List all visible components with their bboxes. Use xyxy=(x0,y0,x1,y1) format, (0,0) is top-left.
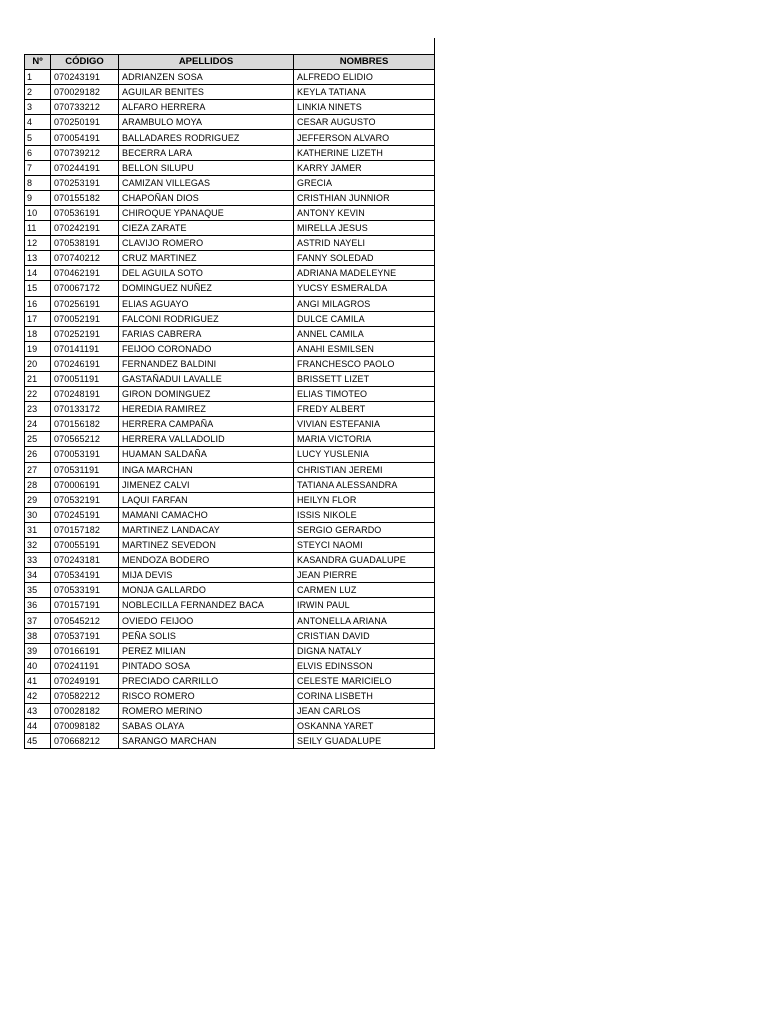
cell-number: 31 xyxy=(25,522,51,537)
table-row xyxy=(25,643,435,658)
cell-code: 070157191 xyxy=(51,598,119,613)
table-row xyxy=(25,70,435,85)
cell-names: GRECIA xyxy=(294,175,435,190)
cell-code: 070536191 xyxy=(51,205,119,220)
cell-code: 070155182 xyxy=(51,190,119,205)
table-row xyxy=(25,311,435,326)
cell-code: 070733212 xyxy=(51,100,119,115)
cell-surnames: SARANGO MARCHAN xyxy=(119,734,294,749)
table-row xyxy=(25,356,435,371)
cell-number: 34 xyxy=(25,568,51,583)
table-row xyxy=(25,553,435,568)
cell-surnames: CAMIZAN VILLEGAS xyxy=(119,175,294,190)
cell-surnames: CIEZA ZARATE xyxy=(119,221,294,236)
cell-surnames: FALCONI RODRIGUEZ xyxy=(119,311,294,326)
header-surnames: APELLIDOS xyxy=(119,55,294,70)
cell-number: 3 xyxy=(25,100,51,115)
cell-code: 070241191 xyxy=(51,658,119,673)
cell-names: HEILYN FLOR xyxy=(294,492,435,507)
cell-names: CRISTIAN DAVID xyxy=(294,628,435,643)
cell-code: 070246191 xyxy=(51,356,119,371)
cell-number: 44 xyxy=(25,719,51,734)
cell-number: 33 xyxy=(25,553,51,568)
cell-names: BRISSETT LIZET xyxy=(294,371,435,386)
cell-surnames: ALFARO HERRERA xyxy=(119,100,294,115)
cell-names: JEAN CARLOS xyxy=(294,704,435,719)
cell-surnames: FEIJOO CORONADO xyxy=(119,341,294,356)
table-row xyxy=(25,341,435,356)
cell-code: 070166191 xyxy=(51,643,119,658)
cell-code: 070739212 xyxy=(51,145,119,160)
cell-surnames: OVIEDO FEIJOO xyxy=(119,613,294,628)
table-row xyxy=(25,326,435,341)
cell-names: DIGNA NATALY xyxy=(294,643,435,658)
cell-surnames: MONJA GALLARDO xyxy=(119,583,294,598)
cell-code: 070244191 xyxy=(51,160,119,175)
cell-surnames: LAQUI FARFAN xyxy=(119,492,294,507)
header-number: Nº xyxy=(25,55,51,70)
table-row xyxy=(25,613,435,628)
table-row xyxy=(25,221,435,236)
cell-names: KATHERINE LIZETH xyxy=(294,145,435,160)
cell-names: ADRIANA MADELEYNE xyxy=(294,266,435,281)
cell-surnames: HERRERA VALLADOLID xyxy=(119,432,294,447)
cell-code: 070133172 xyxy=(51,402,119,417)
table-row xyxy=(25,734,435,749)
table-row xyxy=(25,100,435,115)
cell-surnames: MENDOZA BODERO xyxy=(119,553,294,568)
cell-surnames: NOBLECILLA FERNANDEZ BACA xyxy=(119,598,294,613)
cell-names: JEAN PIERRE xyxy=(294,568,435,583)
table-row xyxy=(25,598,435,613)
table-body xyxy=(25,70,435,749)
cell-number: 27 xyxy=(25,462,51,477)
cell-number: 1 xyxy=(25,70,51,85)
cell-number: 19 xyxy=(25,341,51,356)
cell-number: 35 xyxy=(25,583,51,598)
cell-number: 43 xyxy=(25,704,51,719)
cell-names: LUCY YUSLENIA xyxy=(294,447,435,462)
cell-names: CRISTHIAN JUNNIOR xyxy=(294,190,435,205)
cell-code: 070532191 xyxy=(51,492,119,507)
cell-surnames: CHAPOÑAN DIOS xyxy=(119,190,294,205)
cell-code: 070055191 xyxy=(51,538,119,553)
cell-code: 070252191 xyxy=(51,326,119,341)
cell-code: 070067172 xyxy=(51,281,119,296)
cell-surnames: BECERRA LARA xyxy=(119,145,294,160)
cell-number: 39 xyxy=(25,643,51,658)
cell-surnames: HEREDIA RAMIREZ xyxy=(119,402,294,417)
cell-surnames: BALLADARES RODRIGUEZ xyxy=(119,130,294,145)
cell-number: 17 xyxy=(25,311,51,326)
cell-names: ASTRID NAYELI xyxy=(294,236,435,251)
cell-surnames: AGUILAR BENITES xyxy=(119,85,294,100)
cell-names: SEILY GUADALUPE xyxy=(294,734,435,749)
cell-names: MARIA VICTORIA xyxy=(294,432,435,447)
cell-number: 20 xyxy=(25,356,51,371)
cell-names: DULCE CAMILA xyxy=(294,311,435,326)
cell-code: 070462191 xyxy=(51,266,119,281)
cell-code: 070248191 xyxy=(51,387,119,402)
table-row xyxy=(25,387,435,402)
cell-code: 070534191 xyxy=(51,568,119,583)
cell-number: 36 xyxy=(25,598,51,613)
cell-code: 070052191 xyxy=(51,311,119,326)
cell-number: 9 xyxy=(25,190,51,205)
cell-code: 070053191 xyxy=(51,447,119,462)
cell-names: ANNEL CAMILA xyxy=(294,326,435,341)
cell-number: 11 xyxy=(25,221,51,236)
table-row xyxy=(25,296,435,311)
table-row xyxy=(25,85,435,100)
header-names: NOMBRES xyxy=(294,55,435,70)
cell-names: YUCSY ESMERALDA xyxy=(294,281,435,296)
cell-names: ALFREDO ELIDIO xyxy=(294,70,435,85)
cell-number: 23 xyxy=(25,402,51,417)
cell-number: 29 xyxy=(25,492,51,507)
cell-number: 16 xyxy=(25,296,51,311)
cell-surnames: BELLON SILUPU xyxy=(119,160,294,175)
cell-code: 070250191 xyxy=(51,115,119,130)
table-row xyxy=(25,130,435,145)
cell-names: STEYCI NAOMI xyxy=(294,538,435,553)
table-row xyxy=(25,462,435,477)
cell-names: FRANCHESCO PAOLO xyxy=(294,356,435,371)
table-row xyxy=(25,704,435,719)
table-row xyxy=(25,673,435,688)
table-row xyxy=(25,477,435,492)
cell-number: 7 xyxy=(25,160,51,175)
student-roster-table xyxy=(24,54,435,749)
table-row xyxy=(25,522,435,537)
table-row xyxy=(25,432,435,447)
cell-code: 070243181 xyxy=(51,553,119,568)
cell-surnames: HERRERA CAMPAÑA xyxy=(119,417,294,432)
cell-number: 30 xyxy=(25,507,51,522)
cell-names: ELVIS EDINSSON xyxy=(294,658,435,673)
cell-surnames: PRECIADO CARRILLO xyxy=(119,673,294,688)
cell-surnames: FARIAS CABRERA xyxy=(119,326,294,341)
cell-number: 4 xyxy=(25,115,51,130)
cell-code: 070098182 xyxy=(51,719,119,734)
cell-code: 070245191 xyxy=(51,507,119,522)
table-row xyxy=(25,281,435,296)
table-row xyxy=(25,190,435,205)
cell-surnames: PEREZ MILIAN xyxy=(119,643,294,658)
cell-surnames: HUAMAN SALDAÑA xyxy=(119,447,294,462)
cell-names: CESAR AUGUSTO xyxy=(294,115,435,130)
cell-number: 40 xyxy=(25,658,51,673)
table-row xyxy=(25,568,435,583)
cell-surnames: INGA MARCHAN xyxy=(119,462,294,477)
table-row xyxy=(25,236,435,251)
cell-names: ANTONELLA ARIANA xyxy=(294,613,435,628)
cell-surnames: DEL AGUILA SOTO xyxy=(119,266,294,281)
cell-names: IRWIN PAUL xyxy=(294,598,435,613)
cell-names: FANNY SOLEDAD xyxy=(294,251,435,266)
cell-names: OSKANNA YARET xyxy=(294,719,435,734)
cell-code: 070538191 xyxy=(51,236,119,251)
cell-surnames: FERNANDEZ BALDINI xyxy=(119,356,294,371)
cell-code: 070243191 xyxy=(51,70,119,85)
table-row xyxy=(25,492,435,507)
cell-surnames: MARTINEZ SEVEDON xyxy=(119,538,294,553)
cell-number: 21 xyxy=(25,371,51,386)
table-row xyxy=(25,719,435,734)
cell-number: 26 xyxy=(25,447,51,462)
cell-names: ANTONY KEVIN xyxy=(294,205,435,220)
cell-names: CARMEN LUZ xyxy=(294,583,435,598)
cell-number: 41 xyxy=(25,673,51,688)
cell-names: KASANDRA GUADALUPE xyxy=(294,553,435,568)
cell-names: FREDY ALBERT xyxy=(294,402,435,417)
cell-names: VIVIAN ESTEFANIA xyxy=(294,417,435,432)
table-row xyxy=(25,538,435,553)
cell-code: 070249191 xyxy=(51,673,119,688)
cell-code: 070565212 xyxy=(51,432,119,447)
cell-number: 45 xyxy=(25,734,51,749)
table-row xyxy=(25,115,435,130)
cell-code: 070531191 xyxy=(51,462,119,477)
cell-surnames: ROMERO MERINO xyxy=(119,704,294,719)
cell-number: 14 xyxy=(25,266,51,281)
cell-code: 070582212 xyxy=(51,688,119,703)
cell-surnames: CHIROQUE YPANAQUE xyxy=(119,205,294,220)
cell-surnames: SABAS OLAYA xyxy=(119,719,294,734)
cell-surnames: MARTINEZ LANDACAY xyxy=(119,522,294,537)
cell-names: ANGI MILAGROS xyxy=(294,296,435,311)
cell-surnames: MAMANI CAMACHO xyxy=(119,507,294,522)
table-row xyxy=(25,205,435,220)
table-row xyxy=(25,402,435,417)
cell-code: 070157182 xyxy=(51,522,119,537)
table-row xyxy=(25,160,435,175)
cell-names: CORINA LISBETH xyxy=(294,688,435,703)
table-row xyxy=(25,266,435,281)
cell-code: 070051191 xyxy=(51,371,119,386)
cell-number: 38 xyxy=(25,628,51,643)
cell-number: 42 xyxy=(25,688,51,703)
cell-names: KARRY JAMER xyxy=(294,160,435,175)
cell-code: 070253191 xyxy=(51,175,119,190)
table-row xyxy=(25,251,435,266)
cell-number: 24 xyxy=(25,417,51,432)
table-header-row xyxy=(25,55,435,70)
table-row xyxy=(25,628,435,643)
cell-names: SERGIO GERARDO xyxy=(294,522,435,537)
cell-number: 25 xyxy=(25,432,51,447)
cell-surnames: GASTAÑADUI LAVALLE xyxy=(119,371,294,386)
cell-surnames: DOMINGUEZ NUÑEZ xyxy=(119,281,294,296)
cell-surnames: PEÑA SOLIS xyxy=(119,628,294,643)
table-row xyxy=(25,658,435,673)
cell-surnames: CRUZ MARTINEZ xyxy=(119,251,294,266)
cell-number: 22 xyxy=(25,387,51,402)
cell-names: TATIANA ALESSANDRA xyxy=(294,477,435,492)
table-row xyxy=(25,417,435,432)
cell-surnames: RISCO ROMERO xyxy=(119,688,294,703)
cell-names: ELIAS TIMOTEO xyxy=(294,387,435,402)
cell-code: 070242191 xyxy=(51,221,119,236)
cell-number: 6 xyxy=(25,145,51,160)
cell-surnames: PINTADO SOSA xyxy=(119,658,294,673)
cell-code: 070054191 xyxy=(51,130,119,145)
cell-number: 8 xyxy=(25,175,51,190)
cell-code: 070028182 xyxy=(51,704,119,719)
cell-number: 13 xyxy=(25,251,51,266)
cell-number: 2 xyxy=(25,85,51,100)
cell-code: 070668212 xyxy=(51,734,119,749)
cell-code: 070256191 xyxy=(51,296,119,311)
cell-number: 28 xyxy=(25,477,51,492)
header-code: CÓDIGO xyxy=(51,55,119,70)
cell-names: CHRISTIAN JEREMI xyxy=(294,462,435,477)
cell-number: 37 xyxy=(25,613,51,628)
cell-code: 070156182 xyxy=(51,417,119,432)
cell-names: MIRELLA JESUS xyxy=(294,221,435,236)
cell-surnames: ADRIANZEN SOSA xyxy=(119,70,294,85)
table-row xyxy=(25,688,435,703)
table-row xyxy=(25,583,435,598)
column-divider-line xyxy=(434,38,435,55)
cell-names: LINKIA NINETS xyxy=(294,100,435,115)
table-row xyxy=(25,371,435,386)
table-row xyxy=(25,447,435,462)
cell-code: 070545212 xyxy=(51,613,119,628)
table-row xyxy=(25,175,435,190)
cell-names: CELESTE MARICIELO xyxy=(294,673,435,688)
cell-number: 12 xyxy=(25,236,51,251)
cell-surnames: GIRON DOMINGUEZ xyxy=(119,387,294,402)
table-row xyxy=(25,145,435,160)
cell-number: 15 xyxy=(25,281,51,296)
cell-names: ISSIS NIKOLE xyxy=(294,507,435,522)
cell-code: 070740212 xyxy=(51,251,119,266)
cell-code: 070006191 xyxy=(51,477,119,492)
cell-number: 32 xyxy=(25,538,51,553)
cell-code: 070029182 xyxy=(51,85,119,100)
cell-surnames: JIMENEZ CALVI xyxy=(119,477,294,492)
cell-code: 070141191 xyxy=(51,341,119,356)
table-row xyxy=(25,507,435,522)
cell-code: 070533191 xyxy=(51,583,119,598)
cell-number: 10 xyxy=(25,205,51,220)
cell-names: KEYLA TATIANA xyxy=(294,85,435,100)
cell-surnames: ARAMBULO MOYA xyxy=(119,115,294,130)
cell-number: 18 xyxy=(25,326,51,341)
cell-surnames: CLAVIJO ROMERO xyxy=(119,236,294,251)
cell-number: 5 xyxy=(25,130,51,145)
cell-code: 070537191 xyxy=(51,628,119,643)
cell-surnames: ELIAS AGUAYO xyxy=(119,296,294,311)
cell-names: JEFFERSON ALVARO xyxy=(294,130,435,145)
cell-surnames: MIJA DEVIS xyxy=(119,568,294,583)
cell-names: ANAHI ESMILSEN xyxy=(294,341,435,356)
